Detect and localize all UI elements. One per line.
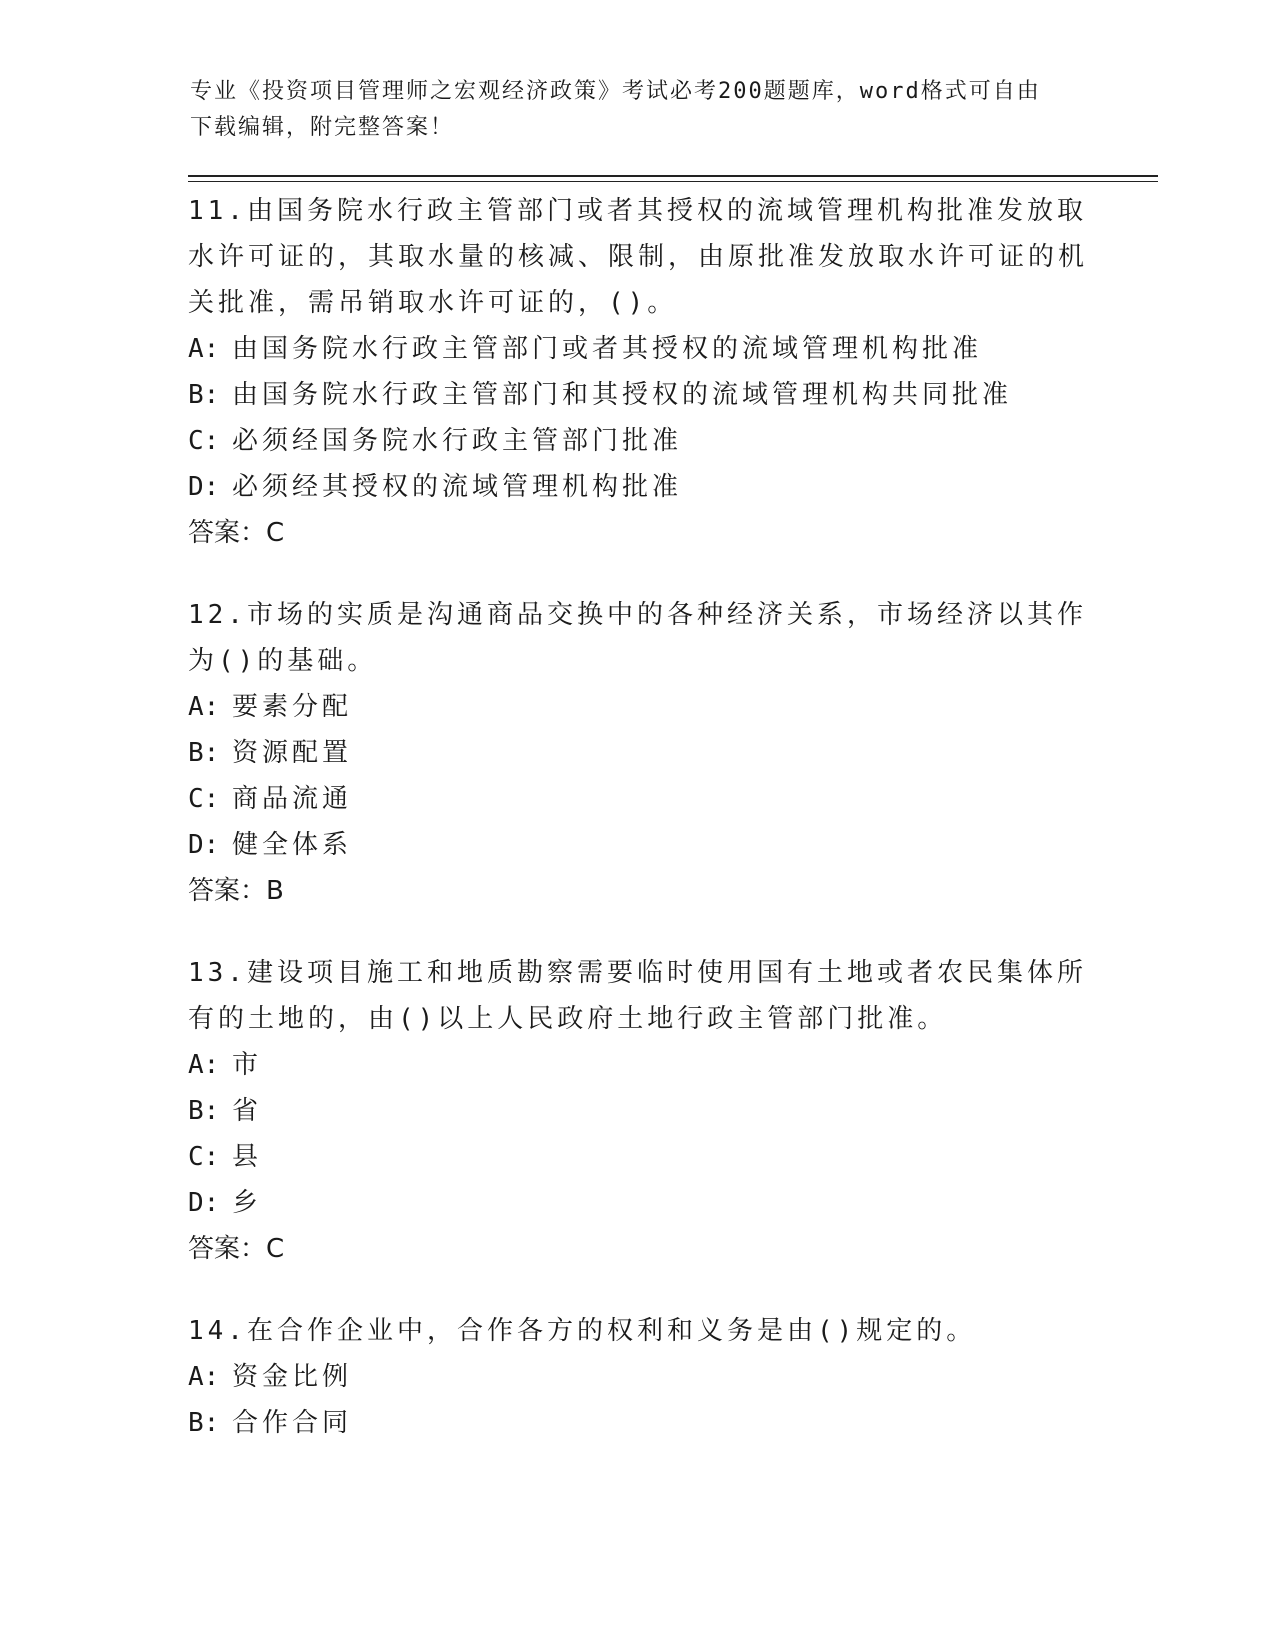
option-text: 县 — [232, 1142, 263, 1172]
option-letter: D: — [188, 830, 220, 860]
header-divider-thin — [188, 181, 1158, 182]
question-list — [188, 188, 1088, 1482]
option-text: 健全体系 — [232, 830, 353, 860]
option-a — [188, 1354, 1088, 1400]
option-text: 资金比例 — [232, 1362, 353, 1392]
document-header — [190, 74, 1090, 146]
option-text: 必须经国务院水行政主管部门批准 — [232, 426, 683, 456]
option-b — [188, 372, 1088, 418]
option-text: 省 — [232, 1096, 263, 1126]
option-c — [188, 1134, 1088, 1180]
question-stem: 14.在合作企业中，合作各方的权利和义务是由()规定的。 — [188, 1316, 977, 1346]
option-text: 商品流通 — [232, 784, 353, 814]
question-stem: 11.由国务院水行政主管部门或者其授权的流域管理机构批准发放取水许可证的，其取水量的核减、限制，由原批准发放取水许可证的机关批准，需吊销取水许可证的，()。 — [188, 196, 1089, 318]
option-letter: A: — [188, 692, 220, 722]
option-letter: C: — [188, 426, 220, 456]
option-c — [188, 418, 1088, 464]
option-letter: B: — [188, 1408, 220, 1438]
question-12 — [188, 592, 1088, 914]
option-text: 合作合同 — [232, 1408, 353, 1438]
option-letter: D: — [188, 472, 220, 502]
option-a — [188, 684, 1088, 730]
option-letter: B: — [188, 380, 220, 410]
option-d — [188, 1180, 1088, 1226]
option-letter: C: — [188, 1142, 220, 1172]
option-text: 要素分配 — [232, 692, 353, 722]
header-line-1: 专业《投资项目管理师之宏观经济政策》考试必考200题题库，word格式可自由 — [190, 79, 1041, 104]
header-divider-thick — [188, 175, 1158, 177]
option-d — [188, 464, 1088, 510]
question-13 — [188, 950, 1088, 1272]
option-text: 资源配置 — [232, 738, 353, 768]
answer-label: 答案：B — [188, 876, 284, 906]
option-letter: D: — [188, 1188, 220, 1218]
option-text: 必须经其授权的流域管理机构批准 — [232, 472, 683, 502]
answer-label: 答案：C — [188, 1234, 285, 1264]
option-a — [188, 1042, 1088, 1088]
option-letter: B: — [188, 1096, 220, 1126]
option-d — [188, 822, 1088, 868]
option-b — [188, 730, 1088, 776]
option-a — [188, 326, 1088, 372]
option-text: 乡 — [232, 1188, 263, 1218]
option-b — [188, 1400, 1088, 1446]
question-14 — [188, 1308, 1088, 1446]
option-text: 市 — [232, 1050, 263, 1080]
question-11 — [188, 188, 1088, 556]
option-letter: A: — [188, 1050, 220, 1080]
option-letter: A: — [188, 334, 220, 364]
question-stem: 12.市场的实质是沟通商品交换中的各种经济关系，市场经济以其作为()的基础。 — [188, 600, 1087, 676]
option-letter: C: — [188, 784, 220, 814]
option-b — [188, 1088, 1088, 1134]
option-text: 由国务院水行政主管部门和其授权的流域管理机构共同批准 — [232, 380, 1013, 410]
option-text: 由国务院水行政主管部门或者其授权的流域管理机构批准 — [232, 334, 983, 364]
question-stem: 13.建设项目施工和地质勘察需要临时使用国有土地或者农民集体所有的土地的，由()以上人民政府土地行政主管部门批准。 — [188, 958, 1087, 1034]
option-letter: B: — [188, 738, 220, 768]
option-letter: A: — [188, 1362, 220, 1392]
option-c — [188, 776, 1088, 822]
header-line-2: 下载编辑，附完整答案！ — [190, 115, 455, 140]
answer-label: 答案：C — [188, 518, 285, 548]
